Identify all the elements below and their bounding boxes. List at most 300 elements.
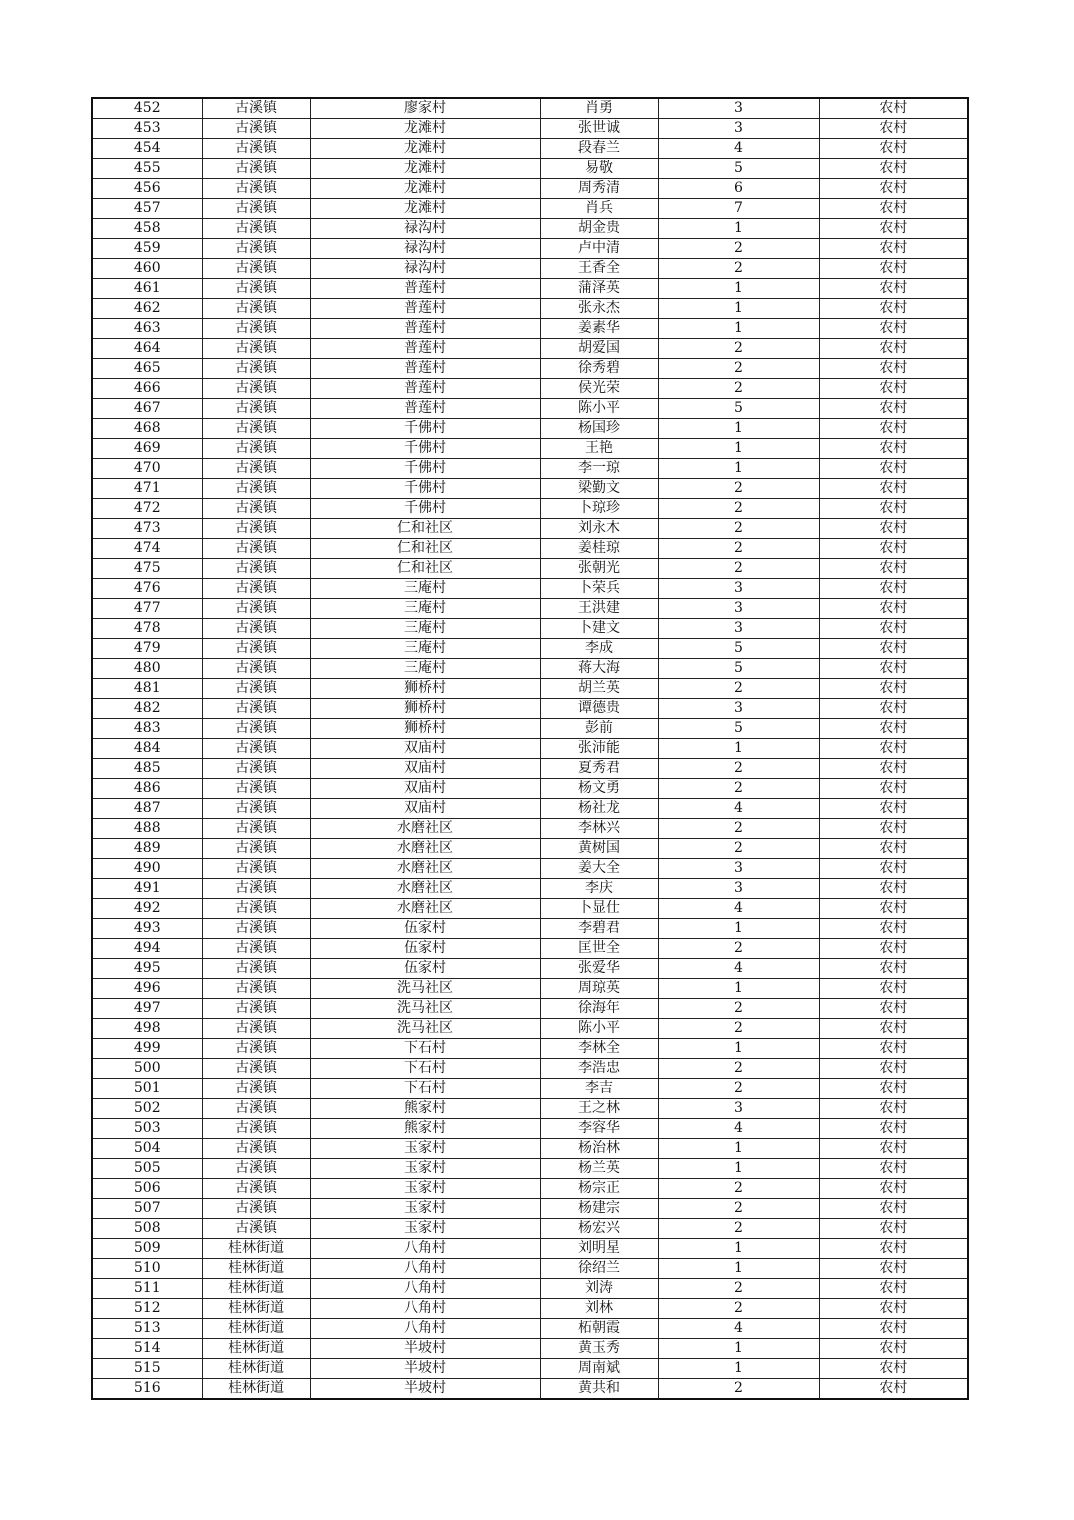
table-row [92, 1359, 968, 1379]
table-row [92, 1319, 968, 1339]
household-size-cell: 2 [658, 939, 819, 959]
table-row [92, 779, 968, 799]
household-size-cell: 2 [658, 839, 819, 859]
household-size-cell: 2 [658, 759, 819, 779]
township-cell: 古溪镇 [202, 1219, 310, 1239]
row-number-cell: 513 [92, 1319, 202, 1339]
household-size-cell: 1 [658, 1239, 819, 1259]
category-cell: 农村 [819, 1119, 968, 1139]
village-cell: 三庵村 [310, 659, 540, 679]
village-cell: 水磨社区 [310, 839, 540, 859]
name-cell: 李林全 [540, 1039, 658, 1059]
category-cell: 农村 [819, 1039, 968, 1059]
township-cell: 古溪镇 [202, 899, 310, 919]
township-cell: 古溪镇 [202, 219, 310, 239]
row-number-cell: 481 [92, 679, 202, 699]
row-number-cell: 496 [92, 979, 202, 999]
household-size-cell: 4 [658, 959, 819, 979]
table-row [92, 1079, 968, 1099]
table-row [92, 1119, 968, 1139]
household-size-cell: 4 [658, 899, 819, 919]
name-cell: 姜桂琼 [540, 539, 658, 559]
table-row [92, 759, 968, 779]
name-cell: 卜荣兵 [540, 579, 658, 599]
table-row [92, 659, 968, 679]
table-row [92, 979, 968, 999]
village-cell: 禄沟村 [310, 239, 540, 259]
village-cell: 伍家村 [310, 939, 540, 959]
row-number-cell: 477 [92, 599, 202, 619]
row-number-cell: 491 [92, 879, 202, 899]
village-cell: 龙滩村 [310, 159, 540, 179]
category-cell: 农村 [819, 359, 968, 379]
household-size-cell: 1 [658, 279, 819, 299]
household-size-cell: 4 [658, 799, 819, 819]
name-cell: 谭德贵 [540, 699, 658, 719]
township-cell: 古溪镇 [202, 299, 310, 319]
category-cell: 农村 [819, 219, 968, 239]
table-row [92, 839, 968, 859]
row-number-cell: 508 [92, 1219, 202, 1239]
village-cell: 禄沟村 [310, 219, 540, 239]
household-size-cell: 2 [658, 1279, 819, 1299]
row-number-cell: 504 [92, 1139, 202, 1159]
table-row [92, 699, 968, 719]
name-cell: 刘明星 [540, 1239, 658, 1259]
table-row [92, 479, 968, 499]
village-cell: 水磨社区 [310, 859, 540, 879]
household-size-cell: 2 [658, 379, 819, 399]
village-cell: 仁和社区 [310, 539, 540, 559]
name-cell: 蒋大海 [540, 659, 658, 679]
table-row [92, 459, 968, 479]
household-size-cell: 1 [658, 1039, 819, 1059]
row-number-cell: 452 [92, 98, 202, 119]
village-cell: 三庵村 [310, 619, 540, 639]
household-size-cell: 2 [658, 1199, 819, 1219]
category-cell: 农村 [819, 499, 968, 519]
row-number-cell: 455 [92, 159, 202, 179]
village-cell: 普莲村 [310, 399, 540, 419]
village-cell: 伍家村 [310, 959, 540, 979]
household-size-cell: 5 [658, 639, 819, 659]
table-row [92, 98, 968, 119]
category-cell: 农村 [819, 699, 968, 719]
household-size-cell: 2 [658, 539, 819, 559]
household-size-cell: 1 [658, 919, 819, 939]
category-cell: 农村 [819, 339, 968, 359]
township-cell: 古溪镇 [202, 1119, 310, 1139]
row-number-cell: 512 [92, 1299, 202, 1319]
row-number-cell: 495 [92, 959, 202, 979]
table-row [92, 1059, 968, 1079]
village-cell: 仁和社区 [310, 519, 540, 539]
category-cell: 农村 [819, 479, 968, 499]
table-row [92, 239, 968, 259]
village-cell: 廖家村 [310, 98, 540, 119]
category-cell: 农村 [819, 619, 968, 639]
row-number-cell: 498 [92, 1019, 202, 1039]
name-cell: 李容华 [540, 1119, 658, 1139]
township-cell: 桂林街道 [202, 1339, 310, 1359]
name-cell: 卜显仕 [540, 899, 658, 919]
category-cell: 农村 [819, 959, 968, 979]
category-cell: 农村 [819, 1079, 968, 1099]
category-cell: 农村 [819, 639, 968, 659]
row-number-cell: 460 [92, 259, 202, 279]
village-cell: 玉家村 [310, 1159, 540, 1179]
household-size-cell: 2 [658, 339, 819, 359]
table-row [92, 719, 968, 739]
category-cell: 农村 [819, 739, 968, 759]
household-size-cell: 2 [658, 519, 819, 539]
village-cell: 狮桥村 [310, 679, 540, 699]
table-row [92, 279, 968, 299]
row-number-cell: 499 [92, 1039, 202, 1059]
category-cell: 农村 [819, 559, 968, 579]
household-size-cell: 2 [658, 1299, 819, 1319]
household-size-cell: 2 [658, 819, 819, 839]
category-cell: 农村 [819, 98, 968, 119]
row-number-cell: 511 [92, 1279, 202, 1299]
table-row [92, 999, 968, 1019]
village-cell: 熊家村 [310, 1119, 540, 1139]
township-cell: 古溪镇 [202, 159, 310, 179]
table-row [92, 739, 968, 759]
table-row [92, 859, 968, 879]
row-number-cell: 493 [92, 919, 202, 939]
name-cell: 徐秀碧 [540, 359, 658, 379]
table-row [92, 199, 968, 219]
category-cell: 农村 [819, 1059, 968, 1079]
row-number-cell: 475 [92, 559, 202, 579]
township-cell: 古溪镇 [202, 879, 310, 899]
village-cell: 玉家村 [310, 1139, 540, 1159]
category-cell: 农村 [819, 599, 968, 619]
village-cell: 双庙村 [310, 739, 540, 759]
township-cell: 古溪镇 [202, 479, 310, 499]
row-number-cell: 507 [92, 1199, 202, 1219]
village-cell: 水磨社区 [310, 819, 540, 839]
household-size-cell: 2 [658, 1079, 819, 1099]
category-cell: 农村 [819, 1139, 968, 1159]
row-number-cell: 469 [92, 439, 202, 459]
name-cell: 徐绍兰 [540, 1259, 658, 1279]
table-row [92, 1239, 968, 1259]
village-cell: 龙滩村 [310, 199, 540, 219]
township-cell: 古溪镇 [202, 759, 310, 779]
village-cell: 半坡村 [310, 1359, 540, 1379]
table-row [92, 919, 968, 939]
row-number-cell: 468 [92, 419, 202, 439]
name-cell: 胡兰英 [540, 679, 658, 699]
household-size-cell: 2 [658, 1219, 819, 1239]
category-cell: 农村 [819, 1019, 968, 1039]
table-row [92, 339, 968, 359]
household-size-cell: 3 [658, 599, 819, 619]
household-size-cell: 1 [658, 979, 819, 999]
township-cell: 古溪镇 [202, 319, 310, 339]
category-cell: 农村 [819, 299, 968, 319]
township-cell: 古溪镇 [202, 619, 310, 639]
table-row [92, 1259, 968, 1279]
township-cell: 桂林街道 [202, 1359, 310, 1379]
category-cell: 农村 [819, 199, 968, 219]
category-cell: 农村 [819, 1239, 968, 1259]
row-number-cell: 476 [92, 579, 202, 599]
household-size-cell: 3 [658, 98, 819, 119]
village-cell: 伍家村 [310, 919, 540, 939]
category-cell: 农村 [819, 979, 968, 999]
household-size-cell: 1 [658, 739, 819, 759]
row-number-cell: 465 [92, 359, 202, 379]
category-cell: 农村 [819, 859, 968, 879]
category-cell: 农村 [819, 1219, 968, 1239]
village-cell: 半坡村 [310, 1339, 540, 1359]
row-number-cell: 501 [92, 1079, 202, 1099]
village-cell: 玉家村 [310, 1199, 540, 1219]
category-cell: 农村 [819, 1359, 968, 1379]
household-size-cell: 2 [658, 1379, 819, 1400]
village-cell: 千佛村 [310, 459, 540, 479]
village-cell: 下石村 [310, 1079, 540, 1099]
township-cell: 古溪镇 [202, 779, 310, 799]
name-cell: 张永杰 [540, 299, 658, 319]
township-cell: 古溪镇 [202, 919, 310, 939]
village-cell: 千佛村 [310, 439, 540, 459]
name-cell: 胡金贵 [540, 219, 658, 239]
household-size-cell: 2 [658, 499, 819, 519]
name-cell: 刘林 [540, 1299, 658, 1319]
row-number-cell: 485 [92, 759, 202, 779]
township-cell: 古溪镇 [202, 459, 310, 479]
township-cell: 古溪镇 [202, 339, 310, 359]
name-cell: 卢中清 [540, 239, 658, 259]
township-cell: 桂林街道 [202, 1379, 310, 1400]
category-cell: 农村 [819, 399, 968, 419]
table-row [92, 599, 968, 619]
name-cell: 匡世全 [540, 939, 658, 959]
row-number-cell: 456 [92, 179, 202, 199]
household-size-cell: 5 [658, 719, 819, 739]
row-number-cell: 484 [92, 739, 202, 759]
township-cell: 古溪镇 [202, 1079, 310, 1099]
household-size-cell: 1 [658, 219, 819, 239]
table-row [92, 159, 968, 179]
name-cell: 李庆 [540, 879, 658, 899]
table-row [92, 579, 968, 599]
table-row [92, 1219, 968, 1239]
row-number-cell: 470 [92, 459, 202, 479]
category-cell: 农村 [819, 439, 968, 459]
roster-table [91, 97, 969, 1400]
name-cell: 张爱华 [540, 959, 658, 979]
name-cell: 侯光荣 [540, 379, 658, 399]
table-row [92, 799, 968, 819]
row-number-cell: 515 [92, 1359, 202, 1379]
name-cell: 肖勇 [540, 98, 658, 119]
township-cell: 古溪镇 [202, 639, 310, 659]
table-row [92, 1099, 968, 1119]
name-cell: 王香全 [540, 259, 658, 279]
table-row [92, 879, 968, 899]
township-cell: 古溪镇 [202, 279, 310, 299]
township-cell: 古溪镇 [202, 659, 310, 679]
table-row [92, 1279, 968, 1299]
category-cell: 农村 [819, 839, 968, 859]
name-cell: 姜素华 [540, 319, 658, 339]
household-size-cell: 2 [658, 239, 819, 259]
category-cell: 农村 [819, 159, 968, 179]
category-cell: 农村 [819, 139, 968, 159]
name-cell: 姜大全 [540, 859, 658, 879]
township-cell: 古溪镇 [202, 1019, 310, 1039]
table-row [92, 299, 968, 319]
table-row [92, 539, 968, 559]
roster-table-body [92, 98, 968, 1399]
village-cell: 千佛村 [310, 499, 540, 519]
village-cell: 普莲村 [310, 319, 540, 339]
row-number-cell: 510 [92, 1259, 202, 1279]
table-row [92, 1299, 968, 1319]
household-size-cell: 1 [658, 1259, 819, 1279]
township-cell: 古溪镇 [202, 379, 310, 399]
row-number-cell: 462 [92, 299, 202, 319]
category-cell: 农村 [819, 1199, 968, 1219]
name-cell: 杨社龙 [540, 799, 658, 819]
township-cell: 古溪镇 [202, 959, 310, 979]
township-cell: 桂林街道 [202, 1279, 310, 1299]
row-number-cell: 502 [92, 1099, 202, 1119]
township-cell: 古溪镇 [202, 98, 310, 119]
category-cell: 农村 [819, 239, 968, 259]
table-row [92, 519, 968, 539]
township-cell: 古溪镇 [202, 199, 310, 219]
township-cell: 古溪镇 [202, 1099, 310, 1119]
category-cell: 农村 [819, 519, 968, 539]
row-number-cell: 459 [92, 239, 202, 259]
township-cell: 古溪镇 [202, 719, 310, 739]
township-cell: 古溪镇 [202, 439, 310, 459]
table-row [92, 959, 968, 979]
township-cell: 古溪镇 [202, 499, 310, 519]
household-size-cell: 1 [658, 1339, 819, 1359]
row-number-cell: 471 [92, 479, 202, 499]
household-size-cell: 2 [658, 999, 819, 1019]
name-cell: 李一琼 [540, 459, 658, 479]
row-number-cell: 487 [92, 799, 202, 819]
township-cell: 古溪镇 [202, 419, 310, 439]
household-size-cell: 3 [658, 619, 819, 639]
township-cell: 古溪镇 [202, 1059, 310, 1079]
household-size-cell: 2 [658, 1019, 819, 1039]
village-cell: 八角村 [310, 1239, 540, 1259]
row-number-cell: 514 [92, 1339, 202, 1359]
household-size-cell: 1 [658, 299, 819, 319]
village-cell: 洗马社区 [310, 979, 540, 999]
name-cell: 李浩忠 [540, 1059, 658, 1079]
category-cell: 农村 [819, 1279, 968, 1299]
household-size-cell: 3 [658, 699, 819, 719]
table-row [92, 1159, 968, 1179]
table-row [92, 1179, 968, 1199]
household-size-cell: 4 [658, 1119, 819, 1139]
table-row [92, 619, 968, 639]
village-cell: 八角村 [310, 1279, 540, 1299]
township-cell: 古溪镇 [202, 579, 310, 599]
name-cell: 王洪建 [540, 599, 658, 619]
village-cell: 狮桥村 [310, 719, 540, 739]
category-cell: 农村 [819, 579, 968, 599]
category-cell: 农村 [819, 259, 968, 279]
category-cell: 农村 [819, 119, 968, 139]
township-cell: 古溪镇 [202, 559, 310, 579]
household-size-cell: 1 [658, 419, 819, 439]
row-number-cell: 516 [92, 1379, 202, 1400]
township-cell: 古溪镇 [202, 119, 310, 139]
category-cell: 农村 [819, 1339, 968, 1359]
household-size-cell: 2 [658, 1059, 819, 1079]
household-size-cell: 1 [658, 1159, 819, 1179]
name-cell: 杨兰英 [540, 1159, 658, 1179]
household-size-cell: 3 [658, 879, 819, 899]
village-cell: 下石村 [310, 1059, 540, 1079]
village-cell: 半坡村 [310, 1379, 540, 1400]
table-row [92, 1019, 968, 1039]
household-size-cell: 6 [658, 179, 819, 199]
category-cell: 农村 [819, 919, 968, 939]
village-cell: 水磨社区 [310, 879, 540, 899]
table-row [92, 499, 968, 519]
township-cell: 桂林街道 [202, 1299, 310, 1319]
name-cell: 黄玉秀 [540, 1339, 658, 1359]
village-cell: 禄沟村 [310, 259, 540, 279]
village-cell: 双庙村 [310, 799, 540, 819]
household-size-cell: 5 [658, 399, 819, 419]
township-cell: 古溪镇 [202, 399, 310, 419]
category-cell: 农村 [819, 899, 968, 919]
household-size-cell: 1 [658, 439, 819, 459]
village-cell: 双庙村 [310, 779, 540, 799]
household-size-cell: 2 [658, 779, 819, 799]
name-cell: 周秀清 [540, 179, 658, 199]
township-cell: 古溪镇 [202, 939, 310, 959]
row-number-cell: 500 [92, 1059, 202, 1079]
table-row [92, 319, 968, 339]
row-number-cell: 480 [92, 659, 202, 679]
name-cell: 易敬 [540, 159, 658, 179]
row-number-cell: 464 [92, 339, 202, 359]
village-cell: 千佛村 [310, 419, 540, 439]
household-size-cell: 4 [658, 139, 819, 159]
category-cell: 农村 [819, 999, 968, 1019]
household-size-cell: 1 [658, 1139, 819, 1159]
row-number-cell: 458 [92, 219, 202, 239]
row-number-cell: 466 [92, 379, 202, 399]
category-cell: 农村 [819, 279, 968, 299]
name-cell: 卜建文 [540, 619, 658, 639]
household-size-cell: 5 [658, 659, 819, 679]
name-cell: 彭前 [540, 719, 658, 739]
village-cell: 熊家村 [310, 1099, 540, 1119]
row-number-cell: 482 [92, 699, 202, 719]
category-cell: 农村 [819, 319, 968, 339]
village-cell: 龙滩村 [310, 119, 540, 139]
household-size-cell: 2 [658, 479, 819, 499]
village-cell: 下石村 [310, 1039, 540, 1059]
village-cell: 普莲村 [310, 359, 540, 379]
category-cell: 农村 [819, 179, 968, 199]
